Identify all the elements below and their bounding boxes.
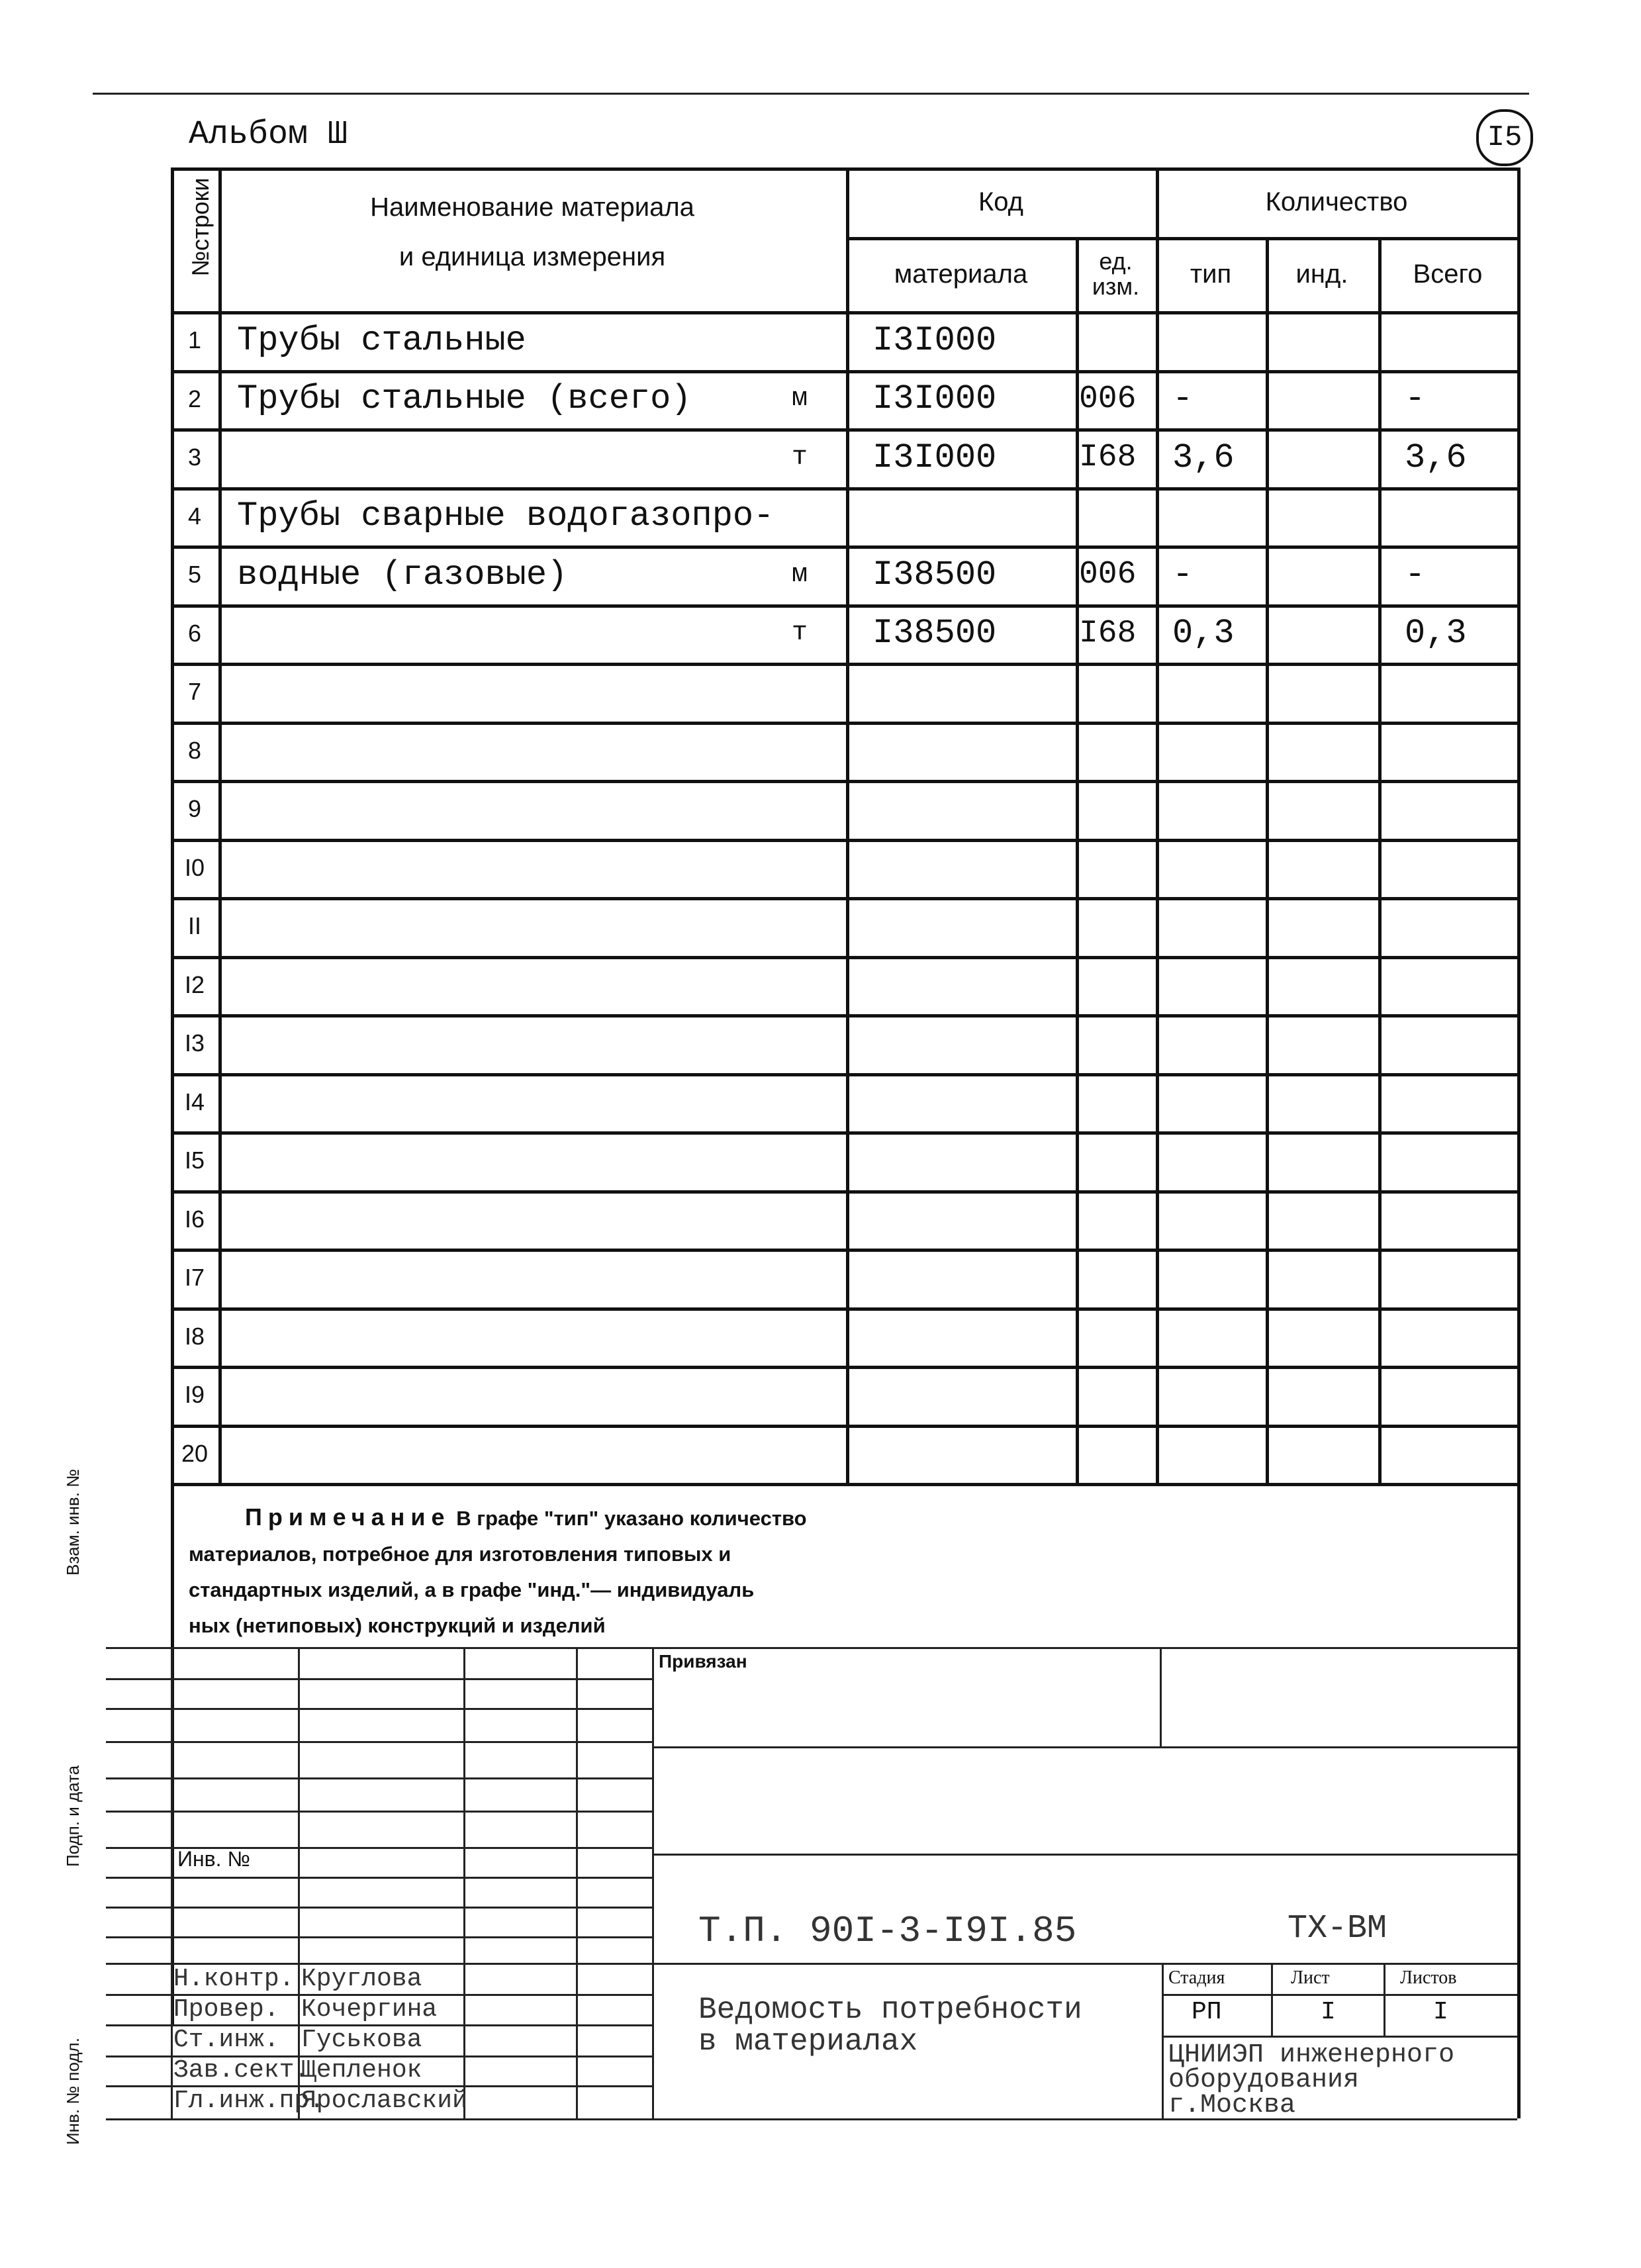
column-line: [1266, 237, 1269, 1483]
column-line: [1156, 167, 1159, 1483]
row-unit-code: [1079, 1073, 1156, 1132]
org-line-2: оборудования: [1168, 2065, 1360, 2095]
row-ind: [1282, 897, 1378, 956]
top-border: [93, 93, 1529, 95]
row-name: [237, 1425, 767, 1484]
row-code: [872, 487, 1076, 546]
row-unit: [773, 1425, 826, 1484]
row-unit-code: [1079, 1014, 1156, 1073]
sheet-value: I: [1321, 1998, 1336, 2026]
row-unit-code: I68: [1079, 440, 1137, 476]
row-type: [1172, 839, 1266, 898]
org-line-3: г.Москва: [1168, 2091, 1296, 2120]
header-total: Всего: [1413, 259, 1483, 289]
row-unit-code: [1079, 1190, 1156, 1249]
row-code: I38500: [872, 555, 997, 594]
header-code: Код: [978, 187, 1023, 216]
row-name: Трубы сварные водогазопро-: [237, 496, 774, 536]
row-unit: [773, 1249, 826, 1307]
row-name: [237, 1307, 767, 1366]
row-number: 1: [187, 326, 202, 354]
row-unit-code: [1079, 956, 1156, 1015]
row-ind: [1282, 1014, 1378, 1073]
side-label-inv-orig: Инв. № подл.: [63, 2038, 83, 2145]
row-type: 0,3: [1172, 614, 1235, 653]
row-name: [237, 780, 767, 839]
row-total: [1405, 1425, 1517, 1484]
signer-name: Ярославский: [301, 2087, 467, 2115]
row-name: водные (газовые): [237, 555, 568, 594]
row-ind: [1282, 722, 1378, 780]
sign-grid-line: [652, 1647, 654, 2118]
header-name-line2: и единица измерения: [399, 242, 666, 271]
stage-value: РП: [1192, 1998, 1222, 2026]
row-code: [872, 722, 1076, 780]
sign-grid-line: [463, 1647, 465, 2118]
row-code: I3I000: [872, 320, 997, 360]
row-type: [1172, 1366, 1266, 1425]
row-type: [1172, 663, 1266, 722]
row-unit: [773, 1131, 826, 1190]
row-type: [1172, 1073, 1266, 1132]
header-type: тип: [1190, 259, 1232, 289]
note-block: [189, 1499, 1446, 1644]
row-unit-code: [1079, 780, 1156, 839]
row-ind: [1282, 604, 1378, 663]
doc-title-2: в материалах: [698, 2024, 918, 2059]
row-number: 7: [187, 678, 202, 706]
row-type: [1172, 311, 1266, 370]
row-total: 0,3: [1405, 614, 1467, 653]
row-name: Трубы стальные: [237, 320, 526, 360]
row-total: [1405, 780, 1517, 839]
row-unit-code: 006: [1079, 557, 1137, 593]
row-type: [1172, 780, 1266, 839]
row-type: [1172, 1307, 1266, 1366]
stamp-divider: [1383, 1963, 1385, 2036]
row-unit: [773, 722, 826, 780]
row-unit: [773, 1014, 826, 1073]
row-unit-code: [1079, 1249, 1156, 1307]
row-unit: м: [791, 559, 808, 590]
row-unit-code: [1079, 663, 1156, 722]
doc-number: Т.П. 90I-3-I9I.85: [698, 1910, 1077, 1952]
row-type: -: [1172, 555, 1194, 594]
row-line: [171, 1483, 1517, 1486]
signer-role: Н.контр.: [173, 1965, 295, 1993]
header-ind: инд.: [1295, 259, 1348, 289]
row-type: [1172, 722, 1266, 780]
row-ind: [1282, 545, 1378, 604]
side-label-replace: Взам. инв. №: [63, 1468, 83, 1576]
sign-grid-line: [106, 1907, 652, 1909]
row-name: [237, 1014, 767, 1073]
row-name: [237, 428, 767, 487]
row-code: [872, 780, 1076, 839]
row-unit-code: [1079, 897, 1156, 956]
album-title: Альбом Ш: [189, 116, 348, 154]
row-number: 3: [187, 444, 202, 471]
stamp-line: [652, 1963, 1517, 1965]
row-ind: [1282, 663, 1378, 722]
row-total: 3,6: [1405, 438, 1467, 477]
note-line-3: стандартных изделий, а в графе "инд."— индивидуаль: [189, 1578, 755, 1601]
row-name: [237, 1190, 767, 1249]
row-ind: [1282, 311, 1378, 370]
row-type: [1172, 1249, 1266, 1307]
row-unit: [773, 956, 826, 1015]
inv-label: Инв. №: [177, 1847, 250, 1871]
org-line-1: ЦНИИЭП инженерного: [1168, 2040, 1455, 2070]
row-total: [1405, 1190, 1517, 1249]
sign-grid-line: [106, 1647, 652, 1649]
signer-name: Щепленок: [301, 2056, 422, 2085]
stamp-divider: [1160, 1647, 1162, 1746]
note-text-1: В графе "тип" указано количество: [456, 1507, 807, 1530]
sign-grid-line: [106, 1936, 652, 1938]
row-unit-code: [1079, 1131, 1156, 1190]
attached-label: Привязан: [659, 1651, 747, 1672]
row-type: [1172, 956, 1266, 1015]
stamp-divider: [1162, 1963, 1164, 2118]
row-code: I3I000: [872, 438, 997, 477]
sign-grid-line: [106, 1678, 652, 1680]
row-name: [237, 1366, 767, 1425]
row-total: [1405, 1131, 1517, 1190]
table-right-line: [1517, 167, 1521, 2118]
row-unit: т: [791, 442, 808, 473]
sign-grid-line: [106, 2118, 652, 2120]
header-quantity: Количество: [1265, 187, 1408, 216]
header-material: материала: [894, 259, 1028, 289]
row-ind: [1282, 1425, 1378, 1484]
row-type: -: [1172, 379, 1194, 419]
row-ind: [1282, 487, 1378, 546]
row-name: [237, 1073, 767, 1132]
row-number: 9: [187, 795, 202, 823]
row-ind: [1282, 1131, 1378, 1190]
row-number: I2: [184, 970, 205, 998]
page-number: [1476, 109, 1533, 166]
stamp-line: [652, 1854, 1517, 1856]
row-code: I3I000: [872, 379, 997, 419]
sign-grid-line: [171, 1647, 173, 2118]
row-type: [1172, 1425, 1266, 1484]
row-type: [1172, 1190, 1266, 1249]
row-code: [872, 1073, 1076, 1132]
sheets-label: Листов: [1400, 1967, 1457, 1988]
column-line: [218, 167, 222, 1483]
row-total: [1405, 722, 1517, 780]
row-total: [1405, 311, 1517, 370]
row-code: [872, 839, 1076, 898]
row-ind: [1282, 1307, 1378, 1366]
row-ind: [1282, 428, 1378, 487]
row-code: [872, 1425, 1076, 1484]
signer-role: Ст.инж.: [173, 2026, 279, 2054]
row-total: [1405, 1014, 1517, 1073]
row-code: [872, 1366, 1076, 1425]
sheet-label: Лист: [1291, 1967, 1330, 1988]
row-unit: [773, 1307, 826, 1366]
row-number: 20: [181, 1439, 209, 1467]
sheets-value: I: [1433, 1998, 1448, 2026]
row-name: [237, 722, 767, 780]
row-ind: [1282, 1249, 1378, 1307]
row-number: I3: [184, 1029, 205, 1057]
row-unit-code: [1079, 839, 1156, 898]
row-number: I0: [184, 853, 205, 881]
row-number: 6: [187, 619, 202, 647]
row-type: [1172, 897, 1266, 956]
stamp-divider: [1271, 1963, 1273, 2036]
row-unit-code: 006: [1079, 381, 1137, 417]
note-title: Примечание: [245, 1503, 451, 1531]
row-number: 2: [187, 385, 202, 412]
sign-grid-line: [106, 1741, 652, 1743]
sign-grid-line: [576, 1647, 578, 2118]
signer-role: Зав.сект.: [173, 2056, 310, 2085]
row-number: 8: [187, 736, 202, 764]
row-total: [1405, 487, 1517, 546]
row-code: [872, 897, 1076, 956]
signer-name: Круглова: [301, 1965, 422, 1993]
row-total: [1405, 1366, 1517, 1425]
row-type: [1172, 1014, 1266, 1073]
row-total: [1405, 1307, 1517, 1366]
sign-grid-line: [106, 1877, 652, 1879]
row-unit: [773, 897, 826, 956]
row-type: 3,6: [1172, 438, 1235, 477]
row-unit: м: [791, 384, 808, 414]
row-name: [237, 839, 767, 898]
column-line: [846, 167, 849, 1483]
stamp-line: [652, 1746, 1517, 1748]
row-name: [237, 604, 767, 663]
row-unit-code: I68: [1079, 615, 1137, 651]
row-number: II: [187, 912, 201, 940]
column-line: [1378, 237, 1382, 1483]
side-label-sign-date: Подп. и дата: [63, 1765, 83, 1867]
row-code: [872, 1307, 1076, 1366]
stamp-line: [1162, 1994, 1517, 1996]
row-unit-code: [1079, 1307, 1156, 1366]
row-ind: [1282, 839, 1378, 898]
row-type: [1172, 487, 1266, 546]
row-ind: [1282, 1366, 1378, 1425]
sign-grid-line: [106, 1811, 652, 1813]
row-total: [1405, 956, 1517, 1015]
row-code: [872, 663, 1076, 722]
row-total: [1405, 1249, 1517, 1307]
note-line-4: ных (нетиповых) конструкций и изделий: [189, 1614, 606, 1637]
row-ind: [1282, 956, 1378, 1015]
row-number: I7: [184, 1264, 205, 1292]
row-total: [1405, 897, 1517, 956]
page-number-text: I5: [1487, 121, 1523, 154]
row-unit-code: [1079, 722, 1156, 780]
row-name: [237, 1249, 767, 1307]
row-name: Трубы стальные (всего): [237, 379, 692, 419]
row-unit: [773, 1190, 826, 1249]
row-number: 5: [187, 561, 202, 589]
signer-name: Гуськова: [301, 2026, 422, 2054]
row-unit-code: [1079, 311, 1156, 370]
row-unit: [773, 839, 826, 898]
row-unit: [773, 1073, 826, 1132]
row-unit: [773, 311, 826, 370]
row-number: I6: [184, 1205, 205, 1233]
row-ind: [1282, 1190, 1378, 1249]
row-unit-code: [1079, 1366, 1156, 1425]
row-unit-code: [1079, 1425, 1156, 1484]
row-ind: [1282, 1073, 1378, 1132]
row-name: [237, 1131, 767, 1190]
row-total: -: [1405, 379, 1426, 419]
signer-name: Кочергина: [301, 1995, 438, 2024]
signer-role: Провер.: [173, 1995, 279, 2024]
row-type: [1172, 1131, 1266, 1190]
doc-mark: ТХ-ВМ: [1288, 1910, 1387, 1948]
note-line-1: [189, 1499, 1446, 1536]
sign-grid-line: [106, 1777, 652, 1779]
row-code: [872, 1131, 1076, 1190]
header-rownum: №строки: [187, 177, 214, 277]
row-code: [872, 956, 1076, 1015]
row-total: -: [1405, 555, 1426, 594]
row-unit: [773, 487, 826, 546]
row-total: [1405, 663, 1517, 722]
row-total: [1405, 839, 1517, 898]
signer-role: Гл.инж.пр.: [173, 2087, 325, 2115]
row-name: [237, 956, 767, 1015]
row-unit: [773, 663, 826, 722]
row-unit-code: [1079, 487, 1156, 546]
row-number: I8: [184, 1322, 205, 1350]
row-code: [872, 1249, 1076, 1307]
row-number: 4: [187, 502, 202, 530]
row-unit: [773, 1366, 826, 1425]
row-code: I38500: [872, 614, 997, 653]
sign-grid-line: [106, 1708, 652, 1710]
row-ind: [1282, 370, 1378, 429]
stage-label: Стадия: [1168, 1967, 1225, 1988]
row-number: I9: [184, 1381, 205, 1409]
row-unit: т: [791, 618, 808, 649]
row-name: [237, 897, 767, 956]
header-name-line1: Наименование материала: [370, 192, 694, 222]
row-number: I4: [184, 1088, 205, 1115]
row-number: I5: [184, 1147, 205, 1174]
row-unit: [773, 780, 826, 839]
header-unit: ед. изм.: [1092, 248, 1140, 300]
row-total: [1405, 1073, 1517, 1132]
row-name: [237, 663, 767, 722]
stamp-line: [1162, 2036, 1517, 2038]
row-code: [872, 1014, 1076, 1073]
note-line-2: материалов, потребное для изготовления типовых и: [189, 1542, 731, 1566]
row-code: [872, 1190, 1076, 1249]
doc-title-1: Ведомость потребности: [698, 1993, 1082, 2027]
row-ind: [1282, 780, 1378, 839]
sign-grid-line: [298, 1647, 300, 2118]
